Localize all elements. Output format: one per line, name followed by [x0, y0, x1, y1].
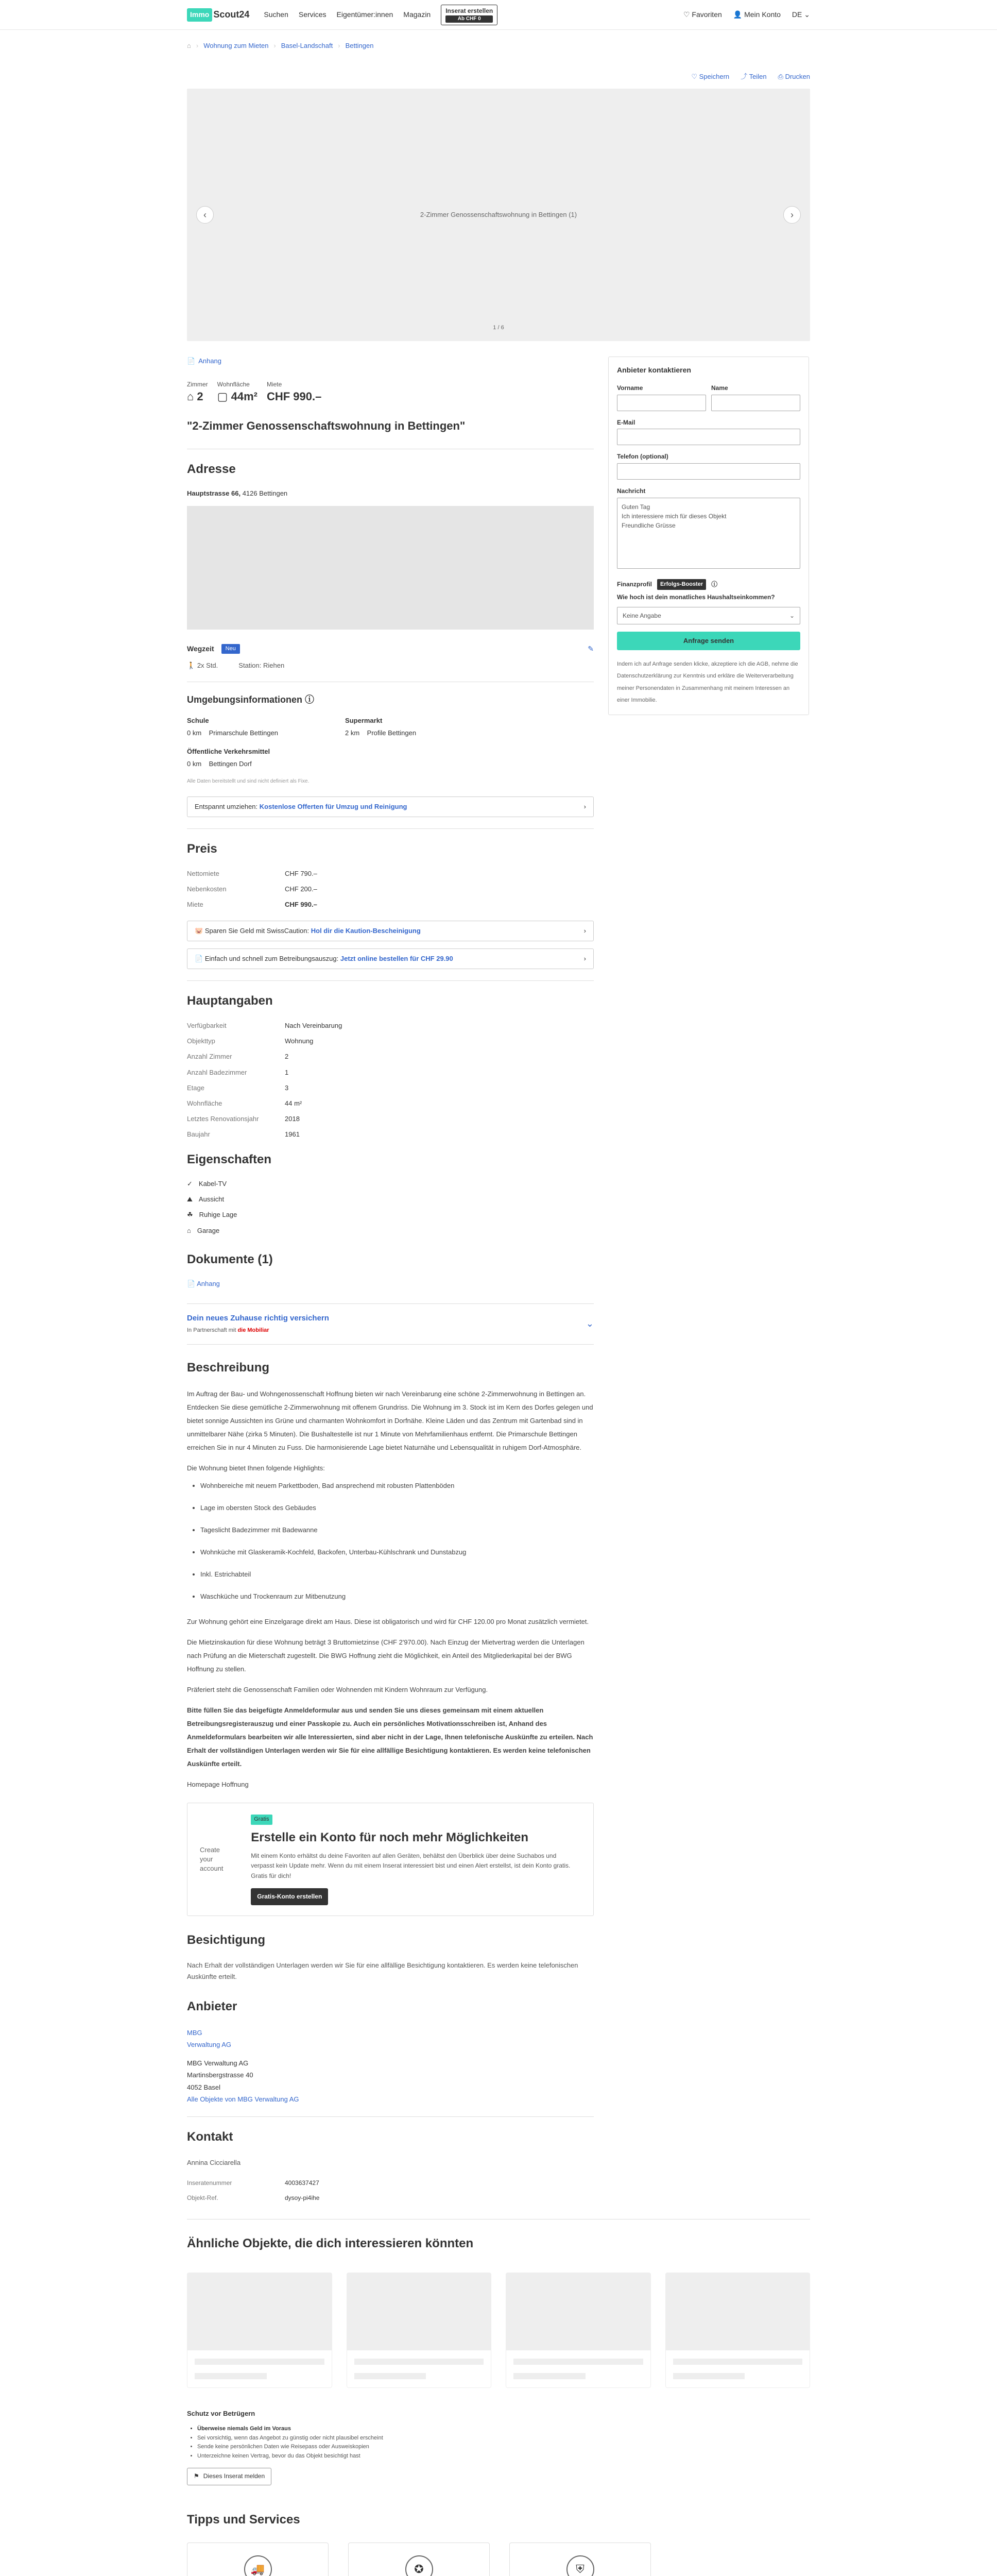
income-select-value: Keine Angabe [623, 612, 661, 619]
fraud-tip: • Sei vorsichtig, wenn das Angebot zu günstig oder nicht plausibel erscheint [197, 2434, 594, 2443]
data-label: Wohnfläche [187, 1099, 222, 1107]
finance-badge: Erfolgs-Booster [657, 579, 706, 590]
caution-promo-link: Hol dir die Kaution-Bescheinigung [311, 927, 421, 935]
quiet-icon: ☘ [187, 1211, 193, 1219]
address-city: 4126 Bettingen [242, 489, 288, 498]
breadcrumb: ⌂ › Wohnung zum Mieten › Basel-Landschaft › Bettingen [187, 30, 810, 62]
chevron-down-icon: ⌄ [789, 612, 795, 619]
provider-sub-link[interactable]: Verwaltung AG [187, 2041, 231, 2049]
attachment-link[interactable] [187, 357, 594, 366]
breadcrumb-item[interactable]: Bettingen [345, 41, 374, 49]
walk-icon: 🚶 [187, 662, 196, 670]
main-content [187, 357, 594, 2213]
surroundings-title: Umgebungsinformationen [187, 694, 302, 705]
feature-item [187, 1226, 594, 1235]
similar-card[interactable] [506, 2273, 651, 2388]
save-button[interactable] [691, 72, 729, 81]
highlight-item: • Wohnküche mit Glaskeramik-Kochfeld, Backofen, Unterbau-Kühlschrank und Dunstabzug [200, 1549, 594, 1555]
email-input[interactable] [617, 429, 800, 445]
check-icon: ✓ [187, 1180, 193, 1188]
provider-heading: Anbieter [187, 1999, 237, 2014]
truck-icon: 🚚 [244, 2555, 272, 2576]
tips-cards [187, 2543, 810, 2576]
price-value: CHF 200.– [285, 885, 317, 893]
share-button[interactable] [741, 72, 766, 81]
provider-all-listings-link[interactable]: Alle Objekte von MBG Verwaltung AG [187, 2095, 299, 2103]
gallery-counter: 1 / 6 [493, 324, 504, 331]
poi-school-title: Schule [187, 716, 209, 724]
create-listing-label: Inserat erstellen [445, 7, 493, 14]
insurance-accordion[interactable] [187, 1303, 594, 1345]
main-data-heading: Hauptangaben [187, 994, 273, 1008]
signup-title: Erstelle ein Konto für noch mehr Möglichkeiten [251, 1830, 528, 1844]
document-icon: 📄 [187, 1280, 196, 1288]
save-label: Speichern [699, 73, 730, 80]
tip-card [187, 2543, 329, 2576]
language-select[interactable] [792, 10, 810, 20]
legal-text: Indem ich auf Anfrage senden klicke, akzeptiere ich die AGB, nehme die Datenschutzerklärung zur Kenntnis und erkläre die Weiterverarbeitung meiner Personendaten in Zusammenhang mit meinem Interessen an einer Immobilie. [617, 661, 798, 703]
similar-card[interactable] [347, 2273, 492, 2388]
signup-card [187, 1803, 594, 1916]
tips-heading: Tipps und Services [187, 2512, 300, 2527]
data-value: Wohnung [285, 1037, 314, 1045]
firstname-input[interactable] [617, 395, 706, 411]
piggy-icon: 🐷 [195, 927, 203, 935]
rent-label: Miete [266, 381, 282, 388]
highlight-item: • Waschküche und Trockenraum zur Mitbenutzung [200, 1593, 594, 1600]
address-text [187, 489, 594, 498]
report-label: Dieses Inserat melden [203, 2472, 265, 2480]
highlights-list [200, 1482, 594, 1600]
document-link[interactable] [187, 1279, 594, 1289]
badge-icon: ✪ [405, 2555, 433, 2576]
moving-promo-link: Kostenlose Offerten für Umzug und Reinigung [259, 803, 407, 811]
area-icon: ▢ [217, 390, 228, 403]
rooms-label: Zimmer [187, 381, 208, 388]
share-icon: ⤴ [741, 73, 748, 80]
insurance-sub: In Partnerschaft mit [187, 1327, 236, 1334]
favorites-label: Favoriten [692, 10, 722, 19]
contact-heading: Kontakt [187, 2130, 233, 2144]
chevron-right-icon: › [583, 927, 586, 935]
description-heading: Beschreibung [187, 1360, 270, 1375]
account-label: Mein Konto [744, 10, 781, 19]
fraud-tip: • Sende keine persönlichen Daten wie Reisepass oder Ausweiskopien [197, 2443, 594, 2452]
feature-label: Garage [197, 1226, 220, 1234]
poi-school [187, 716, 278, 738]
image-gallery[interactable] [187, 89, 810, 341]
visit-text: Nach Erhalt der vollständigen Unterlagen werden wir Sie für eine allfällige Besichtigung kontaktieren. Es werden keine telefonischen Auskünfte erteilt. [187, 1961, 578, 1981]
page-title: "2-Zimmer Genossenschaftswohnung in Bettingen" [187, 419, 466, 432]
poi-market-name: Profile Bettingen [367, 728, 417, 737]
poi-transit-dist: 0 km [187, 760, 202, 768]
data-label: Anzahl Badezimmer [187, 1068, 247, 1076]
create-listing-button[interactable] [441, 5, 497, 25]
breadcrumb-item[interactable]: Wohnung zum Mieten [203, 41, 269, 49]
contact-label: Objekt-Ref. [187, 2194, 218, 2201]
chevron-right-icon: › [583, 955, 586, 963]
new-badge: Neu [221, 644, 240, 654]
similar-card[interactable] [665, 2273, 811, 2388]
contact-table [187, 2179, 594, 2202]
features-list [187, 1179, 594, 1235]
create-listing-price: Ab CHF 0 [445, 15, 493, 23]
info-icon[interactable]: ⓘ [305, 694, 315, 705]
heart-icon: ♡ [691, 73, 697, 80]
provider-city: 4052 Basel [187, 2083, 221, 2091]
poi-list [187, 716, 594, 738]
language-label: DE [792, 10, 802, 19]
address-street: Hauptstrasse 66, [187, 489, 241, 498]
data-value: 2018 [285, 1115, 300, 1123]
provider-company: MBG Verwaltung AG [187, 2059, 249, 2067]
chevron-right-icon: › [790, 209, 794, 220]
chevron-right-icon: › [583, 803, 586, 811]
surroundings-heading [187, 693, 594, 706]
debt-promo-link: Jetzt online bestellen für CHF 29.90 [340, 955, 453, 963]
document-icon: 📄 [187, 357, 196, 365]
info-icon[interactable]: ⓘ [711, 581, 718, 588]
provider-name-link[interactable]: MBG [187, 2028, 202, 2037]
similar-listings [187, 2273, 810, 2388]
provider-info [187, 2027, 594, 2105]
report-listing-button[interactable] [187, 2468, 271, 2485]
print-icon: ⎙ [778, 73, 783, 80]
description [187, 1359, 594, 1792]
feature-label: Kabel-TV [198, 1180, 227, 1188]
surroundings-note: Alle Daten bereitstellt und sind nicht definiert als Fixe. [187, 778, 310, 785]
price-label: Miete [187, 901, 203, 909]
route-time: 2x Std. [197, 662, 218, 670]
price-table [187, 869, 594, 910]
poi-market-title: Supermarkt [345, 716, 383, 724]
rent-value: CHF 990.– [266, 390, 322, 403]
data-value: 1961 [285, 1130, 300, 1139]
description-paragraph: Zur Wohnung gehört eine Einzelgarage direkt am Haus. Diese ist obligatorisch und wird für CHF 120.00 pro Monat zusätzlich vermietet. [187, 1618, 589, 1626]
contact-sidebar [608, 357, 809, 2213]
data-value: 2 [285, 1053, 289, 1061]
signup-text: Mit einem Konto erhältst du deine Favoriten auf allen Geräten, behältst den Überblick über deine Suchabos und verpasst kein Update mehr. Wenn du mit einem Inserat interessiert bist und einen Alert erstellst, ist dein Konto gratis. Gratis für dich! [251, 1852, 571, 1879]
message-textarea[interactable]: Guten Tag Ich interessiere mich für dieses Objekt Freundliche Grüsse [617, 498, 800, 569]
features-heading: Eigenschaften [187, 1152, 272, 1166]
gallery-prev-button[interactable] [196, 206, 214, 224]
poi-market-dist: 2 km [345, 728, 360, 737]
highlight-item: • Lage im obersten Stock des Gebäudes [200, 1504, 594, 1511]
nav-services[interactable]: Services [298, 10, 326, 19]
lastname-label: Name [711, 384, 728, 392]
poi-transit [187, 747, 594, 769]
shield-icon: ⛨ [566, 2555, 594, 2576]
finance-question: Wie hoch ist dein monatliches Haushaltseinkommen? [617, 594, 775, 601]
highlight-item: • Tageslicht Badezimmer mit Badewanne [200, 1527, 594, 1533]
price-label: Nettomiete [187, 869, 219, 877]
logo-text: Scout24 [213, 9, 250, 20]
area-label: Wohnfläche [217, 381, 250, 388]
contact-form [608, 357, 809, 715]
email-label: E-Mail [617, 418, 635, 426]
price-value: CHF 790.– [285, 869, 317, 877]
logo-box: Immo [187, 8, 212, 22]
main-nav [264, 5, 497, 25]
moving-promo[interactable] [187, 796, 594, 817]
area-value: 44m² [231, 390, 257, 403]
free-badge: Gratis [251, 1815, 272, 1824]
share-label: Teilen [749, 73, 767, 80]
map[interactable] [187, 506, 594, 630]
gallery-caption: 2-Zimmer Genossenschaftswohnung in Bettingen (1) [420, 211, 577, 219]
data-value: Nach Vereinbarung [285, 1022, 342, 1030]
rooms-icon: ⌂ [187, 390, 194, 403]
description-paragraph: Bitte füllen Sie das beigefügte Anmeldeformular aus und senden Sie uns dieses gemeinsam mit einem aktuellen Betreibungsregisterauszug und einer Passkopie zu. Auch ein persönliches Motivationsschreiben ist, Anhand des Anmeldeformulars bearbeiten wir alle Interessierten, sind aber nicht in der Lage, Ihnen telefonische Auskünfte zu erteilen. Nach Erhalt der vollständigen Unterlagen werden wir Sie für eine allfällige Besichtigung kontaktieren. Es werden keine telefonischen Auskünfte erteilt. [187, 1706, 593, 1768]
description-paragraph: Präferiert steht die Genossenschaft Familien oder Wohnenden mit Kindern Wohnraum zur Verfügung. [187, 1686, 488, 1694]
route-label: Wegzeit [187, 644, 214, 653]
insurance-brand: die Mobiliar [237, 1327, 269, 1334]
edit-icon[interactable]: ✎ [588, 644, 594, 653]
feature-item [187, 1195, 594, 1204]
homepage-link[interactable]: Homepage Hoffnung [187, 1781, 249, 1789]
top-header [0, 0, 997, 30]
description-paragraph: Die Mietzinskaution für diese Wohnung beträgt 3 Bruttomietzinse (CHF 2'970.00). Nach Einzug der Mietvertrag werden die Unterlagen nach Prüfung an die Mieterschaft zugestellt. Die BWG Hoffnung zieht die Möglichkeit, ein Anteil des Mitgliederkapital bei der BWG Hoffnung zu stellen. [187, 1638, 585, 1673]
data-value: 44 m² [285, 1099, 302, 1107]
route-stop: Station: Riehen [238, 662, 285, 670]
data-label: Letztes Renovationsjahr [187, 1115, 259, 1123]
document-label: Anhang [197, 1280, 220, 1288]
key-facts [187, 380, 594, 405]
favorites-link[interactable] [683, 10, 722, 20]
chevron-down-icon: ⌄ [586, 1318, 594, 1329]
chevron-left-icon: ‹ [203, 209, 207, 220]
finance-profile [617, 579, 800, 590]
gallery-next-button[interactable] [783, 206, 801, 224]
price-value: CHF 990.– [285, 901, 317, 909]
phone-label: Telefon (optional) [617, 453, 668, 461]
contact-person: Annina Cicciarella [187, 2158, 241, 2166]
print-label: Drucken [785, 73, 810, 80]
similar-card[interactable] [187, 2273, 332, 2388]
data-label: Etage [187, 1083, 204, 1092]
highlight-item: • Inkl. Estrichabteil [200, 1571, 594, 1578]
signup-illustration-text: Create your account [200, 1845, 224, 1872]
insurance-title: Dein neues Zuhause richtig versichern [187, 1314, 329, 1323]
provider-street: Martinsbergstrasse 40 [187, 2071, 253, 2079]
caution-promo-text: Sparen Sie Geld mit SwissCaution: [204, 927, 310, 935]
data-value: 3 [285, 1083, 289, 1092]
nav-owners[interactable]: Eigentümer:innen [336, 10, 393, 19]
main-data-table [187, 1021, 594, 1140]
garage-icon: ⌂ [187, 1226, 191, 1234]
send-request-button[interactable]: Anfrage senden [617, 632, 800, 650]
nav-magazine[interactable]: Magazin [403, 10, 431, 19]
feature-label: Aussicht [198, 1195, 225, 1204]
feature-label: Ruhige Lage [199, 1211, 237, 1219]
create-account-button[interactable]: Gratis-Konto erstellen [251, 1888, 328, 1905]
account-link[interactable] [733, 10, 781, 20]
user-icon: 👤 [733, 10, 743, 19]
breadcrumb-item[interactable]: Basel-Landschaft [281, 41, 333, 49]
message-label: Nachricht [617, 487, 646, 495]
nav-search[interactable]: Suchen [264, 10, 288, 19]
highlight-item: • Wohnbereiche mit neuem Parkettboden, Bad ansprechend mit robusten Plattenböden [200, 1482, 594, 1489]
fraud-protection [187, 2409, 594, 2485]
print-button[interactable] [778, 72, 810, 81]
data-value: 1 [285, 1068, 289, 1076]
lastname-input[interactable] [711, 395, 800, 411]
poi-transit-name: Bettingen Dorf [209, 760, 252, 768]
moving-promo-text: Entspannt umziehen: [195, 803, 258, 811]
home-icon[interactable]: ⌂ [187, 41, 191, 49]
listing-actions [187, 72, 810, 81]
chevron-down-icon: ⌄ [804, 10, 810, 19]
price-label: Nebenkosten [187, 885, 227, 893]
data-label: Baujahr [187, 1130, 210, 1139]
view-icon: ⛰ [187, 1195, 193, 1204]
poi-transit-title: Öffentliche Verkehrsmittel [187, 747, 270, 755]
tip-card [509, 2543, 651, 2576]
finance-label: Finanzprofil [617, 581, 652, 588]
route-header [187, 644, 594, 654]
price-heading: Preis [187, 842, 217, 856]
data-label: Objekttyp [187, 1037, 215, 1045]
fraud-heading: Schutz vor Betrügern [187, 2410, 255, 2418]
debt-promo-text: Einfach und schnell zum Betreibungsauszug: [204, 955, 339, 963]
income-select[interactable] [617, 607, 800, 624]
contact-value: 4003637427 [285, 2179, 319, 2187]
contact-value: dysoy-pi4ihe [285, 2194, 320, 2201]
poi-school-name: Primarschule Bettingen [209, 728, 279, 737]
tip-card [348, 2543, 490, 2576]
rooms-value: 2 [197, 390, 203, 403]
data-label: Anzahl Zimmer [187, 1053, 232, 1061]
phone-input[interactable] [617, 463, 800, 480]
description-paragraph: Im Auftrag der Bau- und Wohngenossenschaft Hoffnung bieten wir nach Vereinbarung eine schöne 2-Zimmerwohnung in Bettingen an. Entdecken Sie diese gemütliche 2-Zimmerwohnung mit offenem Grundriss. Die Wohnung im 3. Stock ist im Kern des Dorfes gelegen und bietet sonnige Aussichten ins Grüne und charmanten Wohnkomfort in Dorfnähe. Kleine Läden und das Zentrum mit Gartenbad sind in unmittelbarer Nähe (zirka 5 Minuten). Die Bushaltestelle ist nur 1 Minute von Mehrfamilienhaus entfernt. Die Primarschule Bettingen erreichen Sie in nur 4 Minuten zu Fuss. Die harmonisierende Lage bietet Naturnähe und Lebensqualität in ruhigem Dorf-Atmosphäre. [187, 1390, 593, 1452]
feature-item [187, 1210, 594, 1219]
route-row [187, 661, 594, 670]
document-icon: 📄 [195, 955, 203, 963]
address-heading: Adresse [187, 462, 236, 476]
attachment-label: Anhang [198, 357, 222, 365]
data-label: Verfügbarkeit [187, 1022, 227, 1030]
similar-heading: Ähnliche Objekte, die dich interessieren könnten [187, 2236, 474, 2250]
firstname-label: Vorname [617, 384, 643, 392]
description-paragraph: Die Wohnung bietet Ihnen folgende Highlights: [187, 1464, 325, 1472]
flag-icon: ⚑ [194, 2472, 199, 2480]
feature-item [187, 1179, 594, 1189]
site-logo[interactable] [187, 8, 249, 22]
poi-market [345, 716, 416, 738]
documents-heading: Dokumente (1) [187, 1252, 273, 1266]
contact-form-heading: Anbieter kontaktieren [617, 366, 691, 375]
contact-label: Inseratenummer [187, 2179, 232, 2187]
caution-promo[interactable] [187, 921, 594, 941]
poi-school-dist: 0 km [187, 728, 202, 737]
fraud-tip: • Überweise niemals Geld im Voraus [197, 2425, 594, 2434]
debt-promo[interactable] [187, 948, 594, 969]
visit-heading: Besichtigung [187, 1933, 266, 1947]
heart-icon: ♡ [683, 10, 690, 19]
fraud-tip: • Unterzeichne keinen Vertrag, bevor du das Objekt besichtigt hast [197, 2452, 594, 2461]
